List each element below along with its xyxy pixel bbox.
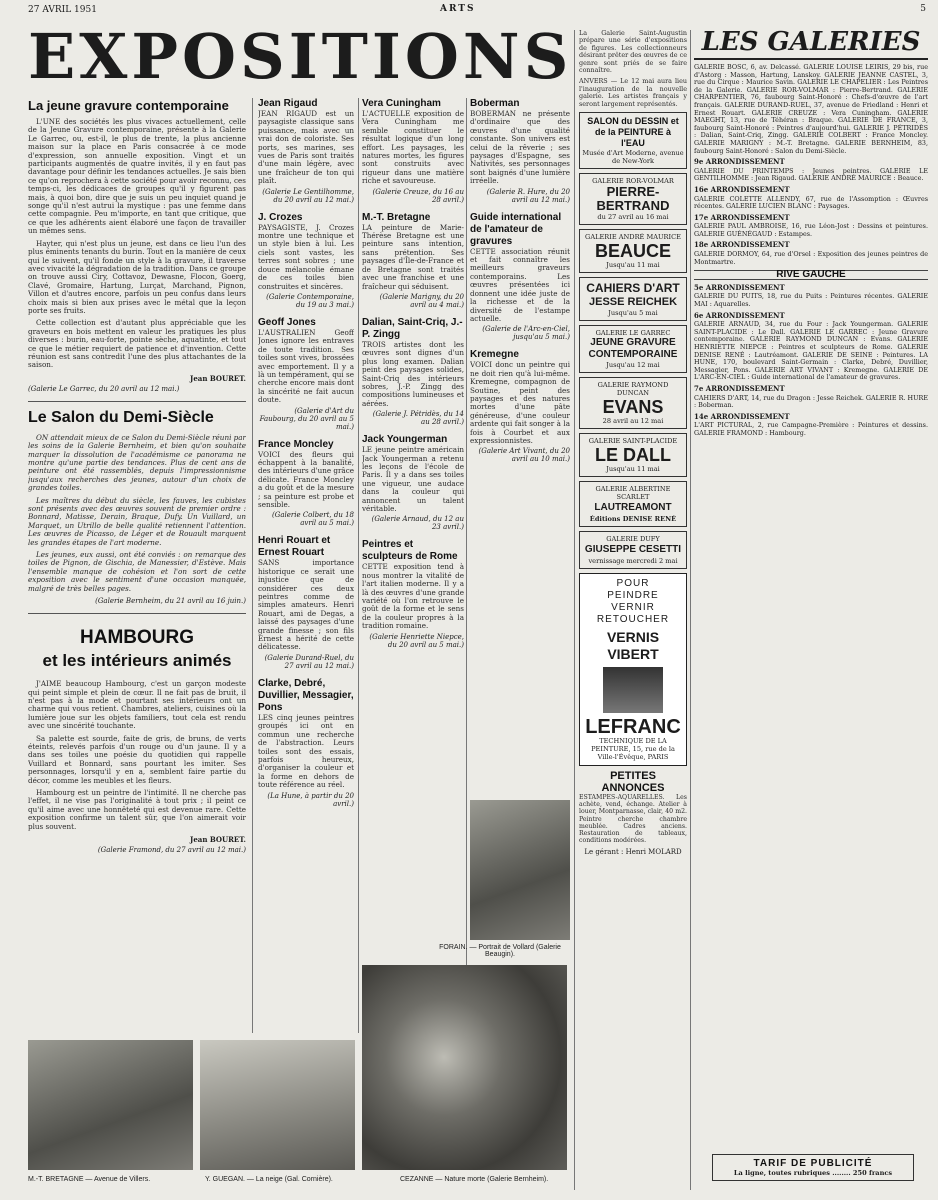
article-subtitle: et les intérieurs animés xyxy=(42,651,232,671)
gallery-name: CAHIERS D'ART xyxy=(586,281,680,296)
column-b xyxy=(258,98,354,1033)
gallery-name: GALERIE ANDRÉ MAURICE xyxy=(585,233,681,242)
review xyxy=(470,212,570,342)
classifieds-title: PETITES ANNONCES xyxy=(601,770,665,795)
brand-name: VERNIS VIBERT xyxy=(606,629,660,663)
street-painting-photo xyxy=(28,1040,193,1170)
photo-caption: Y. GUEGAN. — La neige (Gal. Cornière). xyxy=(205,1176,333,1183)
column-rule xyxy=(252,98,253,1033)
gallery-name: GALERIE ALBERTINE SCARLET xyxy=(595,485,671,502)
divider xyxy=(28,401,246,402)
review-title: M.-T. Bretagne xyxy=(362,211,431,223)
review xyxy=(470,98,570,204)
review-title: Jack Youngerman xyxy=(362,434,448,446)
exhibition-info: (Galerie R. Hure, du 20 avril au 12 mai.) xyxy=(486,187,570,204)
still-life-photo xyxy=(362,965,567,1170)
brand-logo: LEFRANC xyxy=(585,716,681,739)
exhibition-dates: Jusqu'au 5 mai xyxy=(608,309,658,318)
review-text: SANS importance historique ce serait une injustice que de considérer ces deux peintres comme de simples amateurs. Henri Rouart, ami de Degas, a laissé des paysages d'une grande finesse ; son fils Ernest a hérité de cette délicatesse. xyxy=(258,558,354,652)
publisher: Éditions DENISE RENÉ xyxy=(589,515,677,524)
paragraph: Les jeunes, eux aussi, ont été conviés : on remarque des toiles de Pignon, de Gischia, de Manessier, d'Estève. Mais l'ensemble manque de cohésion et l'on sort de cette exposition avec le sentiment d'une occasion manquée, malgré de très belles pages. xyxy=(28,550,246,593)
article-body xyxy=(28,434,246,593)
review-title: France Moncley xyxy=(258,438,334,450)
paragraph: Cette collection est d'autant plus appréciable que les graveurs en bois mettent en valeur les pratiques les plus diverses : burin, eau-forte, pointe sèche, aquatinte, et tout ce que le métier requiert de patience et d'invention. Cette réunion est sans contredit l'une des plus attachantes de la saison. xyxy=(28,318,246,370)
column-rule xyxy=(358,98,359,1033)
ad-line: RETOUCHER xyxy=(596,614,670,626)
listing-entries: GALERIE DU PRINTEMPS : Jeunes peintres. GALERIE LE GENTILHOMME : Jean Rigaud. GALERIE ANDRÉ MAURICE : Beauce. xyxy=(694,166,928,183)
exhibition-info: (Galerie de l'Arc-en-Ciel, jusqu'au 5 mai.) xyxy=(482,325,570,342)
exhibition-info: (Galerie Creuze, du 16 au 28 avril.) xyxy=(372,187,464,204)
arrondissement-heading: 9e ARRONDISSEMENT xyxy=(694,157,785,167)
vollard-portrait-photo xyxy=(470,800,570,940)
gallery-ad xyxy=(579,277,687,321)
artist-name: LE DALL xyxy=(595,445,671,466)
review-title: Kremegne xyxy=(470,349,519,361)
exhibition-dates: 28 avril au 12 mai xyxy=(602,417,664,426)
article-title: Le Salon du Demi-Siècle xyxy=(28,408,214,426)
column-c xyxy=(362,98,464,968)
photo-caption: M.-T. BRETAGNE — Avenue de Villers. xyxy=(28,1176,151,1183)
column-a xyxy=(28,98,246,1018)
page-header xyxy=(0,0,938,18)
gallery-ad xyxy=(579,173,687,225)
paragraph: Sa palette est sourde, faite de gris, de bruns, de verts éteints, relevés parfois d'un rouge ou d'un jaune. Il y a dans ses toiles une poésie du quotidien qui rappelle Vuillard et Bonnard, sans pourtant les imiter. Ses personnages, lorsqu'il y en a, semblent faire partie du décor, comme les meubles et les fleurs. xyxy=(28,733,246,785)
exhibition-dates: Jusqu'au 11 mai xyxy=(606,465,660,474)
exhibition-info: (Galerie Henriette Niepce, du 20 avril au 5 mai.) xyxy=(369,632,464,649)
arrondissement-heading: 16e ARRONDISSEMENT xyxy=(694,184,790,194)
classifieds-text: ESTAMPES-AQUARELLES. Les achète, vend, échange. Atelier à louer, Montparnasse, clair, 40 m2. Peintre cherche chambre meublée. Cadres anciens. Restauration de tableaux, conditions modérées. xyxy=(579,794,687,845)
listing-entries: GALERIE COLETTE ALLENDY, 67, rue de l'Assomption : Œuvres récentes. GALERIE LUCIEN BLANC : Paysages. xyxy=(694,194,928,211)
photo-caption: FORAIN. — Portrait de Vollard (Galerie Beaugin). xyxy=(439,944,561,958)
exhibition-dates: vernissage mercredi 2 mai xyxy=(588,557,678,566)
gallery-name: GALERIE RAYMOND DUNCAN xyxy=(597,381,669,398)
issue-date: 27 AVRIL 1951 xyxy=(28,5,97,15)
exhibition-name: JEUNE GRAVURE CONTEMPORAINE xyxy=(588,337,678,361)
review-title: J. Crozes xyxy=(258,211,303,223)
review-title: Peintres et sculpteurs de Rome xyxy=(362,539,458,563)
column-rule xyxy=(574,30,575,1190)
exhibition-name: LAUTREAMONT xyxy=(594,502,672,514)
review xyxy=(362,539,464,648)
review xyxy=(362,212,464,309)
exhibition-info: (Galerie Arnaud, du 12 au 23 avril.) xyxy=(371,515,464,532)
review-text: VOICI des fleurs qui échappent à la banalité, des intérieurs d'une grâce délicate. France Moncley a du goût et de la mesure ; sa peinture est probe et sensible. xyxy=(258,449,354,509)
exhibition-info: (Galerie Marigny, du 20 avril au 4 mai.) xyxy=(379,292,464,309)
ad-line: PEINDRE xyxy=(607,590,659,602)
exhibition-dates: Jusqu'au 12 mai xyxy=(606,361,660,370)
salon-ad xyxy=(579,112,687,169)
review-title: Guide international de l'amateur de gravures xyxy=(470,211,562,247)
review xyxy=(362,317,464,426)
article-title: La jeune gravure contemporaine xyxy=(28,98,229,113)
review-title: Henri Rouart et Ernest Rouart xyxy=(258,535,331,559)
snow-painting-photo xyxy=(200,1040,355,1170)
review xyxy=(362,434,464,531)
section-name: ARTS xyxy=(440,4,476,14)
paragraph: ON attendait mieux de ce Salon du Demi-Siècle réuni par les soins de la Galerie Bernheim, et bien qu'on souhaite marquer la dissolution de l'académisme ce panorama ne montre qu'une partie des tendances. Plus de cent ans de peinture ont été rassemblés, depuis l'impressionnisme jusqu'aux recherches des jeunes, autour d'un choix de grandes toiles. xyxy=(28,432,246,493)
exhibition-dates: Jusqu'au 11 mai xyxy=(606,261,660,270)
listing-entries: GALERIE BOSC, 6, av. Delcassé. GALERIE LOUISE LEIRIS, 29 bis, rue d'Astorg : Masson, Hartung, Lanskoy. GALERIE JEANNE CASTEL, 3, rue du Cirque : Maurice Savin. GALERIE LE CHAPELIER : Les Peintres de la Galerie. GALERIE ROR-VOLMAR : Pierre-Bertrand. GALERIE CHARPENTIER, 76, faubourg Saint-Honoré : Chefs-d'œuvre de l'art français. GALERIE DURAND-RUEL, 37, avenue de Friedland : Henri et Ernest Rouart. GALERIE CREUZE : Vera Cuningham. GALERIE MAEGHT, 13, rue de Téhéran : Braque. GALERIE DE FRANCE, 3, faubourg Saint-Honoré : Peintres d'aujourd'hui. GALERIE J. PÉTRIDÈS : Dalian, Saint-Criq, Zingg. GALERIE COLBERT : France Moncley. GALERIE MARIGNY : M.-T. Bretagne. GALERIE BERNHEIM, 83, faubourg Saint-Honoré : Salon du Demi-Siècle. xyxy=(694,63,928,155)
rates-title: TARIF DE PUBLICITÉ xyxy=(753,1158,873,1169)
review-title: Geoff Jones xyxy=(258,316,316,328)
review xyxy=(258,317,354,431)
paragraph: L'UNE des sociétés les plus vivaces actuellement, celle de la Jeune Gravure contemporaine, présente à la Galerie Le Garrec, ou, est-il, le plus de trente, la plus ancienne maison sur la place en Paris consacrée à ce mode d'expression, son annuelle exposition. Vingt et un participants augmentés de quatre invités, il y en faut pas davantage pour définir les tendances actuelles. Je sais bien ce qu'on reprochera à cette société pour avoir reconnu, ces temps-ci, les dédicaces de groupes qu'il y figurent pas mais, à quoi bon, dire que je suis un peu inquiet quand je songe qu'il n'est autrui la mystique : pas une femme dans cette compagnie. Peu m'importe, en tant que critique, que ce que les adhérents aient élaboré une façon de travailler un mêmes sens. xyxy=(28,117,246,236)
gallery-ad xyxy=(579,377,687,429)
advertising-rates xyxy=(712,1154,914,1181)
listing-entries: CAHIERS D'ART, 14, rue du Dragon : Jesse Reichek. GALERIE R. HURE : Boberman. xyxy=(694,393,928,410)
arrondissement-heading: 7e ARRONDISSEMENT xyxy=(694,383,785,393)
column-rule xyxy=(466,98,467,968)
exhibition-info: (Galerie Contemporaine, du 19 au 3 mai.) xyxy=(266,292,354,309)
review-text: L'ACTUELLE exposition de Vera Cuningham me semble constituer le résultat logique d'un long effort. Les paysages, les natures mortes, les figures sont construits avec rigueur dans une matière riche et savoureuse. xyxy=(362,109,464,186)
paragraph: J'AIME beaucoup Hambourg, c'est un garçon modeste qui peint simple et plein de cœur. Il ne fait pas de bruit, il n'est pas à la mode et pourtant ses intérieurs ont un charme qui vous retient. Chambres, ateliers, cuisines où la lumière joue sur les objets familiers, tout cela est rendu avec une sincérité touchante. xyxy=(28,679,246,731)
arrondissement-heading: 5e ARRONDISSEMENT xyxy=(694,282,785,292)
arrondissement-heading: 18e ARRONDISSEMENT xyxy=(694,240,790,250)
article-body xyxy=(28,118,246,370)
review xyxy=(258,439,354,528)
review-title: Dalian, Saint-Criq, J.-P. Zingg xyxy=(362,316,463,340)
review-text: LA peinture de Marie-Thérèse Bretagne est une peinture sans intention, sans prétention. Ses paysages d'Île-de-France et de Bretagne sont traités avec une franchise et une fraîcheur qui séduisent. xyxy=(362,222,464,291)
listing-entries: L'ART PICTURAL, 2, rue Campagne-Première : Peintures et dessins. GALERIE FRAMOND : Hambourg. xyxy=(694,421,928,437)
article-body xyxy=(28,680,246,831)
page-number: 5 xyxy=(920,4,926,14)
exhibition-info: (Galerie Le Garrec, du 20 avril au 12 mai.) xyxy=(28,384,180,393)
gallery-ad xyxy=(579,531,687,569)
review-text: CETTE association réunit et fait connaître les meilleurs graveurs contemporains. Les œuvres présentées ici donnent une idée juste de la richesse et de la diversité de l'estampe actuelle. xyxy=(470,246,570,323)
review-text: L'AUSTRALIEN Geoff Jones ignore les entraves de toute tradition. Ses toiles sont vives, brossées avec emportement. Il y a là un tempérament, qui se cherche encore mais dont la sincérité ne fait aucun doute. xyxy=(258,327,354,405)
gallery-ad xyxy=(579,433,687,477)
photo-caption: CEZANNE — Nature morte (Galerie Bernheim). xyxy=(400,1176,549,1183)
gallery-name: GALERIE SAINT-PLACIDE xyxy=(588,437,678,446)
notice: ANVERS — Le 12 mai aura lieu l'inauguration de la nouvelle galerie. Les artistes français y seront largement représentés. xyxy=(579,77,687,108)
gallery-ad xyxy=(579,229,687,273)
review-text: TROIS artistes dont les œuvres sont dignes d'un plus long examen. Dalian peint des paysages solides, Saint-Criq des intérieurs sobres, J.-P. Zingg des compositions lumineuses et aérées. xyxy=(362,339,464,408)
article-heading xyxy=(28,626,246,672)
byline: Jean BOURET. xyxy=(190,835,246,844)
vibert-ad xyxy=(579,573,687,766)
artist-name: GIUSEPPE CESETTI xyxy=(584,544,682,556)
divider xyxy=(28,613,246,614)
arrondissement-heading: 17e ARRONDISSEMENT xyxy=(694,212,790,222)
exhibition-info: (Galerie Art Vivant, du 20 avril au 10 mai.) xyxy=(478,447,570,464)
exhibition-info: (Galerie d'Art du Faubourg, du 20 avril au 5 mai.) xyxy=(259,406,354,431)
rates-line: La ligne, toutes rubriques ........ 250 francs xyxy=(733,1169,893,1177)
review-text: CETTE exposition tend à nous montrer la vitalité de l'art italien moderne. Il y a là des œuvres d'une grande variété où l'on retrouve le goût de la forme et le sens de la couleur propres à la tradition romaine. xyxy=(362,562,464,631)
gallery-ad xyxy=(579,325,687,373)
gallery-ad xyxy=(579,481,687,527)
paragraph: Hayter, qui n'est plus un jeune, est dans ce lieu l'un des plus éminents tenants du burin. Tout en la manière de ceux qui le suivent, qu'il fonde un style à la gravure, il traverse avec vivacité la dégradation de la tradition. Dans ce groupe on trouve aussi Ciry, Cottavoz, Dewasne, Flocon, Goerg, Clavé, Gromaire, Hartung, Lurçat, Marchand, Pignon, Villon et d'autres encore, parfois un peu confus dans leurs choix mais si bien aux prises avec le métal que la leçon porte ses fruits. xyxy=(28,238,246,315)
byline: Jean BOURET. xyxy=(190,373,246,383)
review xyxy=(258,98,354,204)
review-title: Boberman xyxy=(470,98,520,109)
page-title: EXPOSITIONS xyxy=(28,20,573,93)
review-text: BOBERMAN ne présente d'ordinaire que des œuvres d'une qualité constante. Son univers est celui de la rêverie ; ses paysages d'Espagne, ses Nativités, ses personnages sont baignés d'une lumière irréelle. xyxy=(470,109,570,186)
listing-entries: GALERIE DU PUITS, 18, rue du Puits : Peintures récentes. GALERIE MAI : Aquarelles. xyxy=(694,292,928,309)
review-title: Clarke, Debré, Duvillier, Messagier, Pons xyxy=(258,677,354,713)
ad-line: VERNIR xyxy=(611,602,655,614)
article-title: HAMBOURG xyxy=(80,627,194,649)
review xyxy=(362,98,464,204)
paragraph: Les maîtres du début du siècle, les fauves, les cubistes sont présents avec des œuvres souvent de premier ordre : Bonnard, Matisse, Derain, Braque, Dufy. Un Vuillard, un Marquet, un Utrillo de belle qualité retiennent l'attention. Les œuvres de Picasso, de Léger et de Rouault marquent les grandes étapes de l'art moderne. xyxy=(28,495,246,547)
easel-icon xyxy=(603,667,663,713)
listings-title: LES GALERIES xyxy=(694,26,928,60)
notice: La Galerie Saint-Augustin prépare une série d'expositions de figures. Les collectionneurs désirant prêter des œuvres de ce genre sont priés de se faire connaître. xyxy=(579,30,687,75)
section-heading: RIVE GAUCHE xyxy=(694,270,928,280)
salon-venue: Musée d'Art Moderne, avenue de New-York xyxy=(582,149,684,166)
exhibition-info: (La Hune, à partir du 20 avril.) xyxy=(267,791,354,808)
listing-entries: GALERIE ARNAUD, 34, rue du Four : Jack Youngerman. GALERIE SAINT-PLACIDE : Le Dall. GALERIE LE GARREC : Jeune Gravure contemporaine. GALERIE RAYMOND DUNCAN : Evans. GALERIE HENRIETTE NIEPCE : Peintres et sculpteurs de Rome. GALERIE DENISE RENÉ : Lautréamont. GALERIE DE SEINE : Peintures. LA HUNE, 170, boulevard Saint-Germain : Clarke, Debré, Duvillier, Messagier, Pons. GALERIE ART VIVANT : Kremegne. GALERIE DE L'ARC-EN-CIEL : Guide international de l'amateur de gravures. xyxy=(694,320,928,382)
review xyxy=(258,535,354,669)
gallery-name: GALERIE DUFY xyxy=(606,535,660,544)
exhibition-info: (Galerie Le Gentilhomme, du 20 avril au 12 mai.) xyxy=(262,187,354,204)
advertisement-column xyxy=(579,30,687,1190)
paragraph: Hambourg est un peintre de l'intimité. Il ne cherche pas l'effet, il ne vise pas l'originalité à tout prix ; il peint ce qu'il aime avec une honnêteté qui est devenue rare. Cette exposition confirme un talent sûr, que l'on aimerait voir plus souvent. xyxy=(28,787,246,831)
column-d xyxy=(470,98,570,793)
review-text: LES cinq jeunes peintres groupés ici ont en commun une recherche de l'abstraction. Leurs toiles sont des essais, parfois heureux, d'organiser la couleur et la forme en dehors de toute référence au réel. xyxy=(258,712,354,790)
review xyxy=(258,212,354,309)
artist-name: PIERRE-BERTRAND xyxy=(596,184,670,214)
listing-entries: GALERIE PAUL AMBROISE, 16, rue Léon-Jost : Dessins et peintures. GALERIE GUÉNÉGAUD : Estampes. xyxy=(694,222,928,238)
review-text: VOICI donc un peintre qui ne doit rien qu'à lui-même. Kremegne, compagnon de Soutine, peint des paysages et des natures mortes d'une pâte généreuse, d'une couleur ardente qui fait songer à la fois à Courbet et aux expressionnistes. xyxy=(470,360,570,445)
ad-line: POUR xyxy=(616,578,650,590)
review-text: JEAN RIGAUD est un paysagiste classique sans puissance, mais avec un vrai don de coloriste. Ses ports, ses marines, ses vues de Paris sont traités d'une main légère, avec une fraîcheur de ton qui plaît. xyxy=(258,109,354,186)
exhibition-info: (Galerie Framond, du 27 avril au 12 mai.) xyxy=(97,846,246,854)
exhibition-info: (Galerie Bernheim, du 21 avril au 16 juin.) xyxy=(95,597,246,606)
publisher-credit: Le gérant : Henri MOLARD xyxy=(584,848,682,857)
artist-name: BEAUCE xyxy=(594,241,671,262)
review-title: Vera Cuningham xyxy=(362,98,441,109)
arrondissement-heading: 14e ARRONDISSEMENT xyxy=(694,411,790,421)
review-text: LE jeune peintre américain Jack Youngerman a retenu les leçons de l'école de Paris. Il y a dans ses toiles une vigueur, une audace dans la couleur qui annoncent un talent véritable. xyxy=(362,445,464,513)
review xyxy=(470,349,570,463)
exhibition-info: (Galerie Colbert, du 18 avril au 5 mai.) xyxy=(272,511,354,528)
review-title: Jean Rigaud xyxy=(258,98,318,109)
salon-title: SALON du DESSIN et de la PEINTURE à l'EAU xyxy=(587,116,679,149)
listing-entries: GALERIE DORMOY, 64, rue d'Orsel : Exposition des jeunes peintres de Montmartre. xyxy=(694,250,928,266)
exhibition-info: (Galerie J. Pétridès, du 14 au 28 avril.) xyxy=(372,410,464,427)
artist-name: EVANS xyxy=(602,397,664,418)
exhibition-info: (Galerie Durand-Ruel, du 27 avril au 12 mai.) xyxy=(264,653,354,670)
brand-address: TECHNIQUE DE LA PEINTURE, 15, rue de la Ville-l'Évêque, PARIS xyxy=(591,737,675,762)
gallery-listings xyxy=(694,26,928,1190)
column-rule xyxy=(690,30,691,1190)
artist-name: JESSE REICHEK xyxy=(588,296,678,309)
review-text: PAYSAGISTE, J. Crozes montre une technique et un style bien à lui. Les ciels sont vastes, les terres sont sobres ; une douce mélancolie émane de ces toiles bien construites et sincères. xyxy=(258,222,354,291)
arrondissement-heading: 6e ARRONDISSEMENT xyxy=(694,310,785,320)
listings-body xyxy=(694,64,928,438)
review xyxy=(258,678,354,808)
gallery-name: GALERIE LE GARREC xyxy=(595,329,671,338)
gallery-name: GALERIE ROR-VOLMAR xyxy=(592,177,674,186)
exhibition-dates: du 27 avril au 16 mai xyxy=(597,213,669,222)
